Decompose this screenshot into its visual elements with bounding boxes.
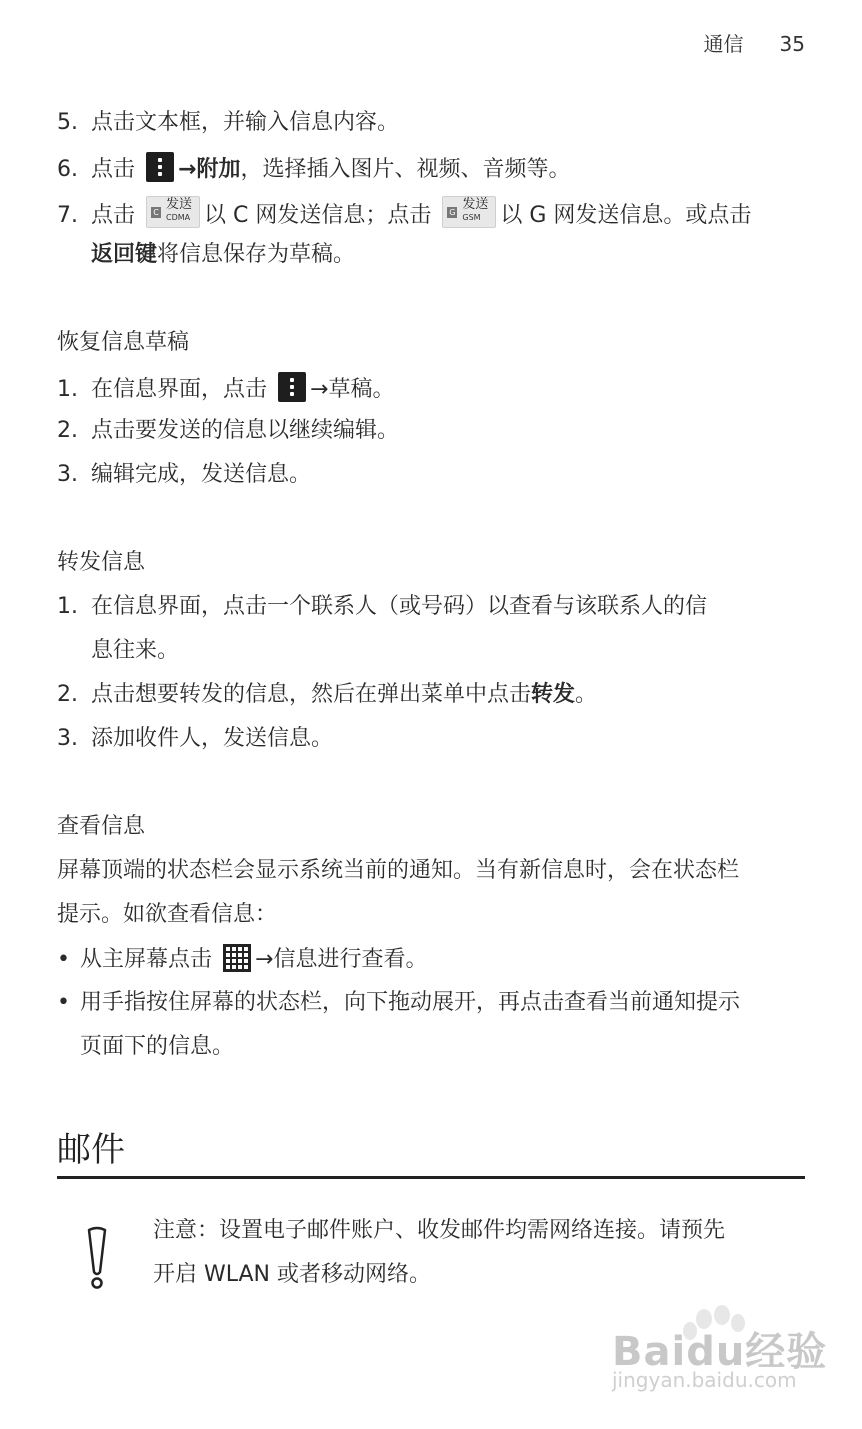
view-bullet-2-continued: 页面下的信息。 <box>80 1034 235 1059</box>
page-header <box>704 28 805 57</box>
step-7: 7. 点击 C 发送 CDMA 以 C 网发送信息；点击 G 发送 GSM 以 G 网发送信息。或点击 <box>57 197 752 228</box>
step-7-continued: 返回键将信息保存为草稿。 <box>91 242 356 267</box>
chapter-divider <box>57 1176 805 1179</box>
forward-heading: 转发信息 <box>57 550 146 575</box>
step-5: 5. 点击文本框，并输入信息内容。 <box>57 110 400 135</box>
page-number: 35 <box>779 32 805 56</box>
forward-step-1-continued: 息往来。 <box>91 638 180 663</box>
view-paragraph-line-1: 屏幕顶端的状态栏会显示系统当前的通知。当有新信息时，会在状态栏 <box>57 858 740 883</box>
note-line-2: 开启 WLAN 或者移动网络。 <box>153 1262 432 1287</box>
chapter-title: 邮件 <box>57 1130 125 1170</box>
draft-heading: 恢复信息草稿 <box>57 330 190 355</box>
draft-step-1: 1. 在信息界面，点击 →草稿。 <box>57 372 394 405</box>
watermark-url: jingyan.baidu.com <box>612 1368 797 1392</box>
menu-icon <box>278 372 306 402</box>
forward-step-3: 3. 添加收件人，发送信息。 <box>57 726 334 751</box>
send-gsm-icon: G 发送 GSM <box>442 196 496 228</box>
app-grid-icon <box>223 944 251 972</box>
forward-step-2: 2. 点击想要转发的信息，然后在弹出菜单中点击转发。 <box>57 682 598 707</box>
note-line-1: 注意：设置电子邮件账户、收发邮件均需网络连接。请预先 <box>153 1218 726 1243</box>
draft-step-3: 3. 编辑完成，发送信息。 <box>57 462 312 487</box>
warning-icon <box>84 1226 110 1290</box>
watermark-brand: Baidu经验 <box>612 1329 828 1375</box>
menu-icon <box>146 152 174 182</box>
view-heading: 查看信息 <box>57 814 146 839</box>
view-bullet-1: • 从主屏幕点击 →信息进行查看。 <box>57 944 427 975</box>
forward-step-1: 1. 在信息界面，点击一个联系人（或号码）以查看与该联系人的信 <box>57 594 708 619</box>
send-cdma-icon: C 发送 CDMA <box>146 196 200 228</box>
draft-step-2: 2. 点击要发送的信息以继续编辑。 <box>57 418 400 443</box>
step-6: 6. 点击 →附加，选择插入图片、视频、音频等。 <box>57 152 570 185</box>
view-bullet-2: • 用手指按住屏幕的状态栏，向下拖动展开，再点击查看当前通知提示 <box>57 990 741 1015</box>
view-paragraph-line-2: 提示。如欲查看信息： <box>57 902 278 927</box>
section-title: 通信 <box>703 32 744 56</box>
